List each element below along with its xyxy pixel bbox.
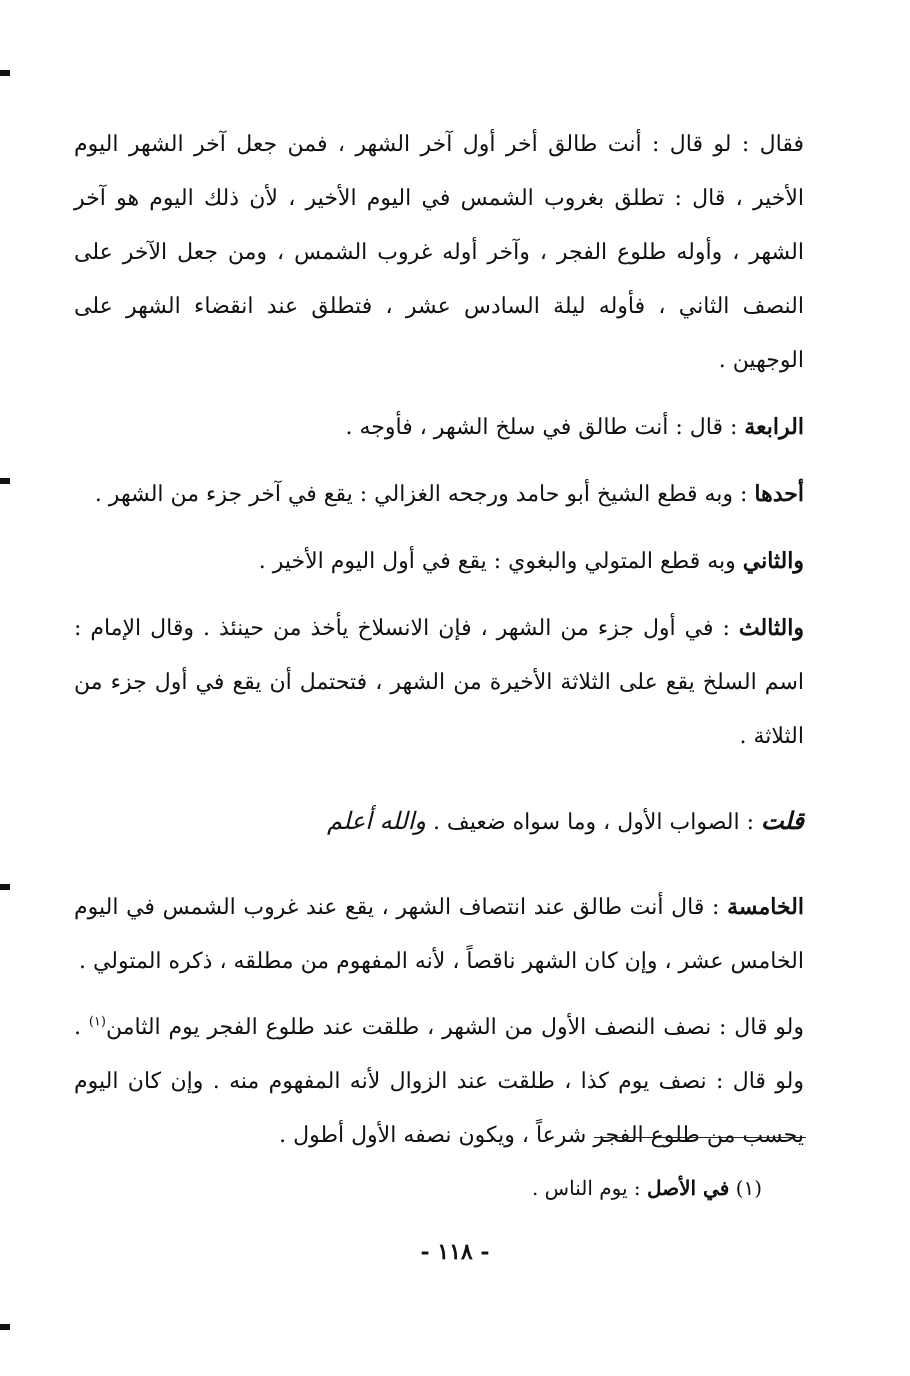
footnote-reference: (١) <box>88 1014 106 1030</box>
paragraph-rabiaa <box>74 400 804 455</box>
paragraph-text: . ولو قال : نصف يوم كذا ، طلقت عند الزوال لأنه المفهوم منه . وإن كان اليوم يحسب من طلوع الفجر شرعاً ، ويكون نصفه الأول أطول . <box>74 1015 804 1148</box>
scan-edge-mark <box>0 70 10 76</box>
footnote-marker: (١) <box>735 1176 762 1200</box>
paragraph-text: فقال : لو قال : أنت طالق أخر أول آخر الشهر ، فمن جعل آخر الشهر اليوم الأخير ، قال : تطلق بغروب الشمس في اليوم الأخير ، لأن ذلك اليوم هو آخر الشهر ، وأوله طلوع الفجر ، وآخر أوله غروب الشمس ، ومن جعل الآخر على النصف الثاني ، فأوله ليلة السادس عشر ، فتطلق عند انقضاء الشهر على الوجهين . <box>74 132 804 373</box>
paragraph-lead: قلت <box>761 806 804 835</box>
scan-edge-mark <box>0 478 10 484</box>
closing-phrase: والله أعلم <box>327 807 426 835</box>
paragraph-text: : قال أنت طالق عند انتصاف الشهر ، يقع عند غروب الشمس في اليوم الخامس عشر ، وإن كان الشهر ناقصاً ، لأنه المفهوم من مطلقه ، ذكره المتولي . <box>74 895 804 974</box>
paragraph-lead: الرابعة <box>744 414 804 440</box>
paragraph-text: : وبه قطع الشيخ أبو حامد ورجحه الغزالي : يقع في آخر جزء من الشهر . <box>94 482 755 507</box>
paragraph-lead: والثاني <box>742 548 804 574</box>
paragraph-lead: الخامسة <box>727 894 804 920</box>
paragraph-qult <box>74 794 804 850</box>
paragraph-lead: أحدها <box>754 481 804 507</box>
paragraph-ahaduha <box>74 467 804 522</box>
main-text <box>74 118 804 1163</box>
paragraph-text: : قال : أنت طالق في سلخ الشهر ، فأوجه . <box>345 415 745 440</box>
page-number: - ١١٨ - <box>420 1239 490 1265</box>
paragraph-text: : الصواب الأول ، وما سواه ضعيف . <box>425 810 762 835</box>
scan-edge-mark <box>0 884 10 890</box>
paragraph-intro <box>74 118 804 388</box>
paragraph-text: : في أول جزء من الشهر ، فإن الانسلاخ يأخذ من حينئذ . وقال الإمام : اسم السلخ يقع على الثلاثة الأخيرة من الشهر ، فتحتمل أن يقع في أول جزء من الثلاثة . <box>74 616 804 749</box>
paragraph-text: ولو قال : نصف النصف الأول من الشهر ، طلقت عند طلوع الفجر يوم الثامن <box>105 1015 804 1040</box>
footnote <box>300 1168 762 1208</box>
paragraph-text: وبه قطع المتولي والبغوي : يقع في أول اليوم الأخير . <box>258 549 743 574</box>
footnote-text: : يوم الناس . <box>531 1176 647 1200</box>
paragraph-lead: والثالث <box>738 615 804 641</box>
footnote-lead: في الأصل <box>646 1176 730 1200</box>
paragraph-khamisa <box>74 880 804 989</box>
footnote-divider <box>594 1137 806 1138</box>
scan-edge-mark <box>0 1324 10 1330</box>
paragraph-last <box>74 1001 804 1163</box>
paragraph-thani <box>74 534 804 589</box>
paragraph-thalith <box>74 601 804 764</box>
